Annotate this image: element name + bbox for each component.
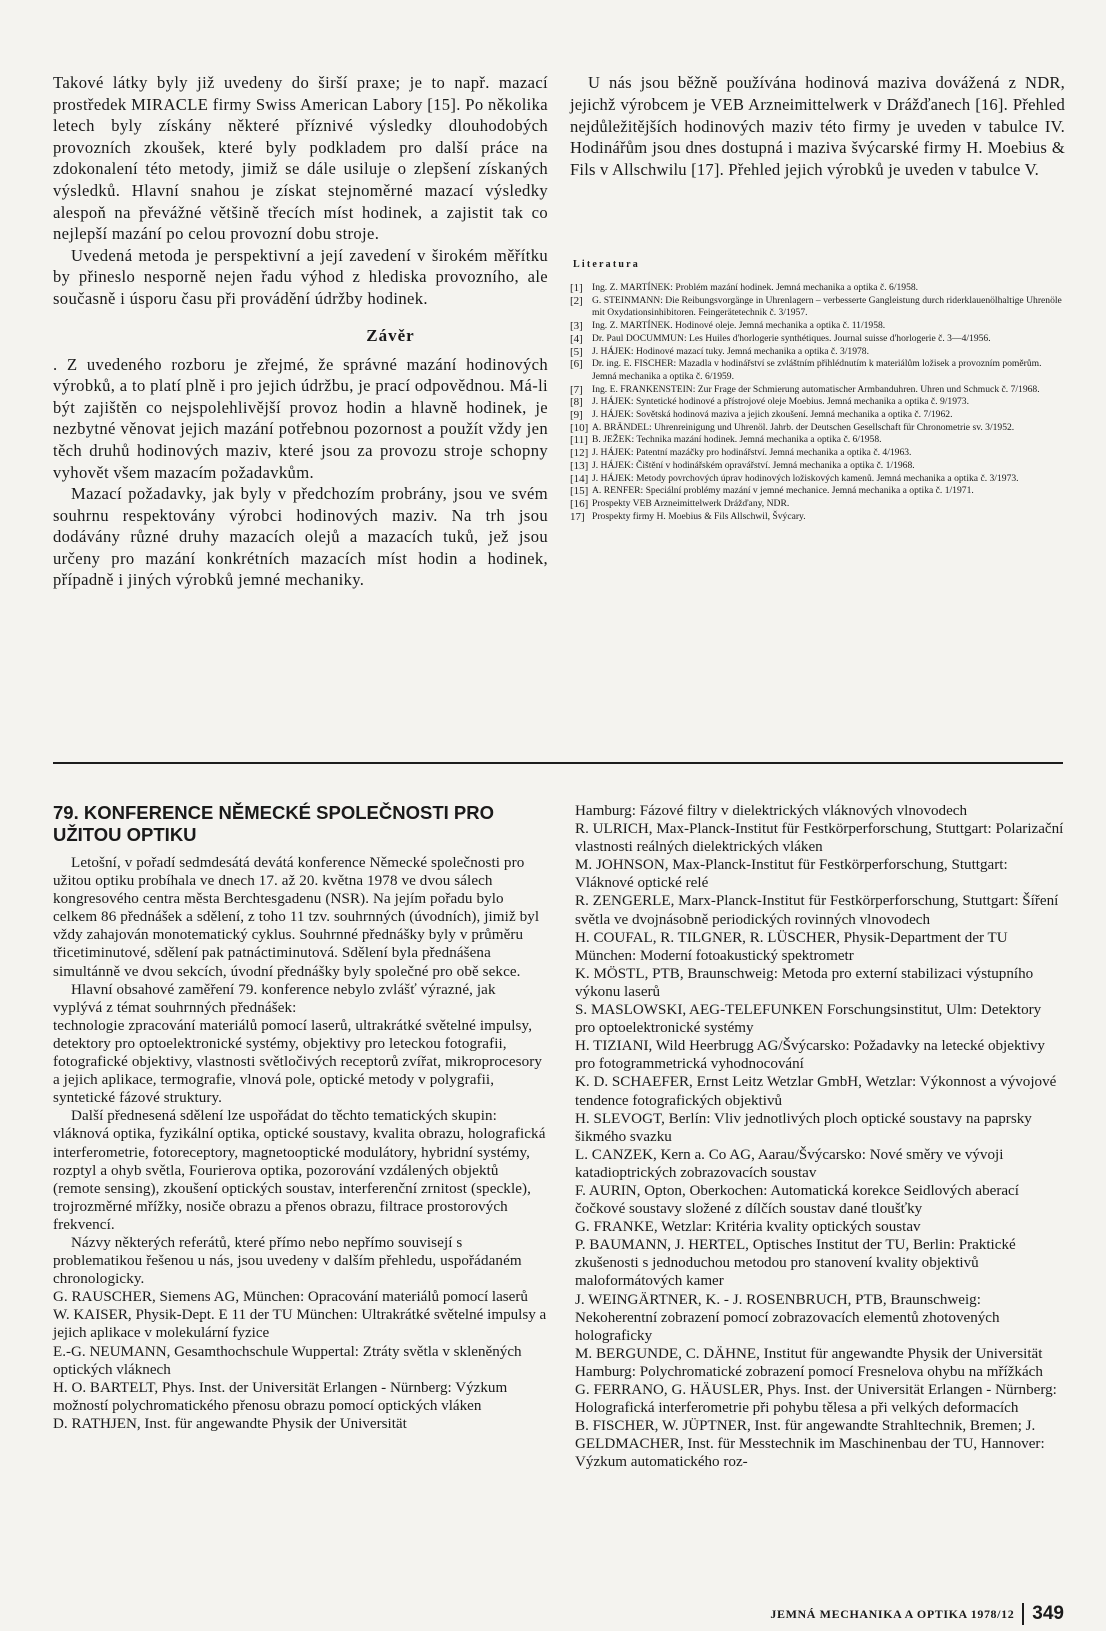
paragraph: U nás jsou běžně používána hodinová maziva dovážená z NDR, jejichž výrobcem je VEB Arzneimittelwerk v Drážďanech [16]. Přehled nejdůležitějších hodinových maziv této firmy je uveden v tabulce IV. Hodinářům jsou dnes dostupná i maziva švýcarské firmy H. Moebius & Fils v Allschwilu [17]. Přehled jejich výrobků je uveden v tabulce V. [570,73,1065,180]
paragraph: Další přednesená sdělení lze uspořádat do těchto tematických skupin: [71,1108,497,1125]
reference-number: [4] [570,332,583,345]
paper-item: D. RATHJEN, Inst. für angewandte Physik der Universität [53,1415,407,1432]
reference-number: [13] [570,459,589,472]
paper-item: G. FRANKE, Wetzlar: Kritéria kvality optických soustav [575,1219,921,1236]
reference-text: A. RENFER: Speciální problémy mazání v jemné mechanice. Jemná mechanika a optika č. 1/1971. [592,485,974,497]
reference-number: [11] [570,434,588,447]
reference-number: [15] [570,485,589,498]
reference-text: Ing. Z. MARTÍNEK. Hodinové oleje. Jemná mechanika a optika č. 11/1958. [592,320,886,332]
reference-text: Prospekty VEB Arzneimittelwerk Drážďany, NDR. [592,497,790,509]
horizontal-divider [53,762,1063,764]
paper-item: M. BERGUNDE, C. DÄHNE, Institut für angewandte Physik der Universität Hamburg: Polychromatické zobrazení pomocí Fresnelova ohybu na mřížkách [575,1345,1043,1380]
paper-item: R. ULRICH, Max-Planck-Institut für Festkörperforschung, Stuttgart: Polarizační vlastnosti reálných dielektrických vláken [575,821,1064,856]
reference-number: 17] [570,510,585,523]
reference-item [570,358,1065,383]
paragraph: Názvy některých referátů, které přímo nebo nepřímo souvisejí s problematikou řešenou u nás, jsou uvedeny v dalším přehledu, uspořádaném chronologicky. [53,1234,522,1288]
reference-item [570,460,1065,473]
reference-text: G. STEINMANN: Die Reibungsvorgänge in Uhrenlagern – verbesserte Gangleistung durch riderklauenölhaltige Uhrenöle mit Oxydationsinhibitoren. Feingerätetechnik č. 3/1957. [592,294,1062,319]
paragraph: Takové látky byly již uvedeny do širší praxe; je to např. mazací prostředek MIRACLE firmy Swiss American Labory [15]. Po několika letech byly získány některé příznivé výsledky dlouhodobých provozních zkoušek, které byly podkladem pro další práce na zdokonalení této metody, jimiž se dále usiluje o zlepšení získaných výsledků. Hlavní snahou je získat stejnoměrné mazací výsledky alespoň na převážné většině třecích míst hodinek, a zajistit tak co nejlepší mazání po celou provozní dobu stroje. [53,73,548,244]
reference-number: [12] [570,447,589,460]
paper-item: G. RAUSCHER, Siemens AG, München: Opracování materiálů pomocí laserů [53,1289,528,1306]
paper-item: H. COUFAL, R. TILGNER, R. LÜSCHER, Physik-Department der TU München: Moderní fotoakustický spektrometr [575,929,1008,964]
paragraph: Letošní, v pořadí sedmdesátá devátá konference Německé společnosti pro užitou optiku probíhala ve dnech 17. až 20. května 1978 ve dvou sálech kongresového centra města Berchtesgadenu (NSR). Na jejím pořadu bylo celkem 86 přednášek a sdělení, z toho 11 tzv. souhrnných (úvodních), jimiž byl vždy zahajován monotematický cyklus. Souhrnné přednášky byly v průměru třicetiminutové, sdělení pak patnáctiminutová. Sdělení byla přednášena simultánně ve dvou sekcích, úvodní přednášky byly společné pro obě sekce. [53,855,540,980]
paragraph: . Z uvedeného rozboru je zřejmé, že správné mazání hodinových výrobků, a to platí plně i pro jejich údržbu, je prací odpovědnou. Má-li být zajištěn co nejspolehlivější provoz hodin a hlavně hodinek, je nezbytné věnovat jejich mazání potřebnou pozornost a použít vždy jen těch druhů hodinových maziv, které jsou za provozu stroje schopny vyhovět všem mazacím požadavkům. [53,354,548,482]
reference-text: A. BRÄNDEL: Uhrenreinigung und Uhrenöl. Jahrb. der Deutschen Gesellschaft für Chronometrie sv. 3/1952. [592,421,1015,433]
paper-item: P. BAUMANN, J. HERTEL, Optisches Institut der TU, Berlin: Praktické zkušenosti s jednoduchou metodou pro stanovení kvality objektivů maloformátových kamer [575,1237,1016,1290]
reference-item [570,396,1065,409]
article-title: 79. KONFERENCE NĚMECKÉ SPOLEČNOSTI PRO UŽITOU OPTIKU [53,802,494,845]
reference-item [570,320,1065,333]
section-heading-zaver: Závěr [366,325,415,345]
paper-list [53,1288,547,1433]
article-left-column [53,802,547,1433]
reference-number: [6] [570,358,583,371]
paper-list [575,802,1065,1471]
journal-name: JEMNÁ MECHANIKA A OPTIKA 1978/12 [770,1606,1015,1621]
top-left-column [53,72,548,591]
reference-number: [10] [570,421,589,434]
paragraph: Uvedená metoda je perspektivní a její zavedení v širokém měřítku by přineslo nesporně nejen řadu výhod z hlediska provozního, ale současně i úsporu času při provádění údržby hodinek. [53,245,548,308]
paper-item: H. O. BARTELT, Phys. Inst. der Universität Erlangen - Nürnberg: Výzkum možností polychromatického přenosu obrazu pomocí optických vláken [53,1379,508,1414]
literature-heading: Literatura [573,258,640,270]
paragraph: Mazací požadavky, jak byly v předchozím probrány, jsou ve svém souhrnu respektovány výrobci hodinových maziv. Na trh jsou dodávány různé druhy mazacích olejů a mazacích tuků, jež jsou určeny pro mazání konkrétních mazacích míst hodin a hodinek, případně i jiných výrobků jemné mechaniky. [53,484,548,590]
reference-item [570,282,1065,295]
reference-item [570,485,1065,498]
paper-item: W. KAISER, Physik-Dept. E 11 der TU München: Ultrakrátké světelné impulsy a jejich aplikace v molekulární fyzice [53,1307,547,1342]
paragraph: technologie zpracování materiálů pomocí laserů, ultrakrátké světelné impulsy, detektory pro optoelektronické systémy, objektivy pro leteckou fotografii, fotografické objektivy, vlastnosti světločivých receptorů zvířat, mikroprocesory a jejich aplikace, termografie, vlnová pole, optické metody v polygrafii, syntetické fázové struktury. [53,1017,543,1107]
paper-item: H. SLEVOGT, Berlín: Vliv jednotlivých ploch optické soustavy na paprsky šikmého svazku [575,1110,1032,1145]
paper-item: L. CANZEK, Kern a. Co AG, Aarau/Švýcarsko: Nové směry ve vývoji katadioptrických zobrazovacích soustav [575,1146,1004,1181]
reference-text: Dr. Paul DOCUMMUN: Les Huiles d'horlogerie synthétiques. Journal suisse d'horlogerie č. 3—4/1956. [592,332,991,344]
reference-text: J. HÁJEK: Metody povrchových úprav hodinových ložiskových kamenů. Jemná mechanika a optika č. 3/1973. [592,472,1019,484]
reference-number: [16] [570,497,589,510]
reference-item [570,422,1065,435]
paper-item: M. JOHNSON, Max-Planck-Institut für Festkörperforschung, Stuttgart: Vláknové optické relé [575,857,1008,892]
reference-text: J. HÁJEK: Patentní mazáčky pro hodinářství. Jemná mechanika a optika č. 4/1963. [592,447,912,459]
paper-item: K. MÖSTL, PTB, Braunschweig: Metoda pro externí stabilizaci výstupního výkonu laserů [575,965,1034,1000]
paragraph: Hlavní obsahové zaměření 79. konference nebylo zvlášť výrazné, jak vyplývá z témat souhrnných přednášek: [53,981,496,1016]
reference-text: Ing. E. FRANKENSTEIN: Zur Frage der Schmierung automatischer Armbanduhren. Uhren und Schmuck č. 7/1968. [592,383,1040,395]
reference-item [570,434,1065,447]
top-right-column [570,72,1065,523]
reference-item [570,333,1065,346]
reference-item [570,511,1065,524]
paper-item: G. FERRANO, G. HÄUSLER, Phys. Inst. der Universität Erlangen - Nürnberg: Holografická interferometrie při pohybu tělesa a při velkých deformacích [575,1382,1057,1417]
paper-item: Hamburg: Fázové filtry v dielektrických vláknových vlnovodech [575,803,968,819]
article-right-column [575,802,1065,1471]
paper-item: H. TIZIANI, Wild Heerbrugg AG/Švýcarsko: Požadavky na letecké objektivy pro fotogrammetrická vyhodnocování [575,1038,1045,1073]
paper-item: J. WEINGÄRTNER, K. - J. ROSENBRUCH, PTB, Braunschweig: Nekoherentní zobrazení pomocí zobrazovacích elementů zhotovených holograficky [575,1291,1000,1344]
reference-text: J. HÁJEK: Čištění v hodinářském opravářství. Jemná mechanika a optika č. 1/1968. [592,459,915,471]
reference-number: [2] [570,294,583,307]
paper-item: K. D. SCHAEFER, Ernst Leitz Wetzlar GmbH, Wetzlar: Výkonnost a vývojové tendence fotografických objektivů [575,1074,1057,1109]
paper-item: B. FISCHER, W. JÜPTNER, Inst. für angewandte Strahltechnik, Bremen; J. GELDMACHER, Inst. für Messtechnik im Maschinenbau der TU, Hannover: Výzkum automatického roz- [575,1418,1045,1471]
reference-item [570,409,1065,422]
paper-item: S. MASLOWSKI, AEG-TELEFUNKEN Forschungsinstitut, Ulm: Detektory pro optoelektronické systémy [575,1002,1042,1037]
reference-number: [7] [570,383,583,396]
reference-text: Ing. Z. MARTÍNEK: Problém mazání hodinek. Jemná mechanika a optika č. 6/1958. [592,281,919,293]
reference-list [570,282,1065,523]
reference-item [570,295,1065,320]
reference-item [570,498,1065,511]
paper-item: E.-G. NEUMANN, Gesamthochschule Wuppertal: Ztráty světla v skleněných optických vláknech [53,1343,522,1378]
reference-text: J. HÁJEK: Syntetické hodinové a přístrojové oleje Moebius. Jemná mechanika a optika č. 9/1973. [592,396,970,408]
paper-item: F. AURIN, Opton, Oberkochen: Automatická korekce Seidlových aberací čočkové soustavy složené z dílčích soustav dané tloušťky [575,1182,1019,1218]
reference-number: [8] [570,396,583,409]
reference-number: [14] [570,472,589,485]
reference-text: B. JEŽEK: Technika mazání hodinek. Jemná mechanika a optika č. 6/1958. [592,434,882,446]
paragraph: vláknová optika, fyzikální optika, optické soustavy, kvalita obrazu, holografická interferometrie, fotoreceptory, magnetooptické modulátory, hybridní systémy, rozptyl a ohyb světla, Fourierova optika, pozorování vzdálených objektů (remote sensing), zkoušení optických soustav, interferenční zrnitost (speckle), trojrozměrné mřížky, nosiče obrazu a přenos obrazu, filtrace prostorových frekvencí. [53,1126,546,1233]
reference-number: [9] [570,409,583,422]
reference-item [570,473,1065,486]
reference-number: [5] [570,345,583,358]
page-number: 349 [1032,1603,1064,1624]
reference-number: [1] [570,281,583,294]
footer-separator [1022,1603,1024,1625]
reference-text: J. HÁJEK: Sovětská hodinová maziva a jejich zkoušení. Jemná mechanika a optika č. 7/1962. [592,409,953,421]
reference-item [570,447,1065,460]
reference-item [570,384,1065,397]
reference-item [570,346,1065,359]
paper-item: R. ZENGERLE, Marx-Planck-Institut für Festkörperforschung, Stuttgart: Šíření světla ve dvojnásobně periodických rovinných vlnovodech [575,893,1059,928]
reference-text: Dr. ing. E. FISCHER: Mazadla v hodinářství se zvláštním přihlédnutím k materiálům ložisek a provozním poměrům. Jemná mechanika a optika č. 6/1959. [592,358,1042,382]
reference-text: J. HÁJEK: Hodinové mazací tuky. Jemná mechanika a optika č. 3/1978. [592,345,869,357]
reference-text: Prospekty firmy H. Moebius & Fils Allschwil, Švýcary. [592,510,806,522]
page-footer [770,1603,1064,1625]
reference-number: [3] [570,320,583,333]
